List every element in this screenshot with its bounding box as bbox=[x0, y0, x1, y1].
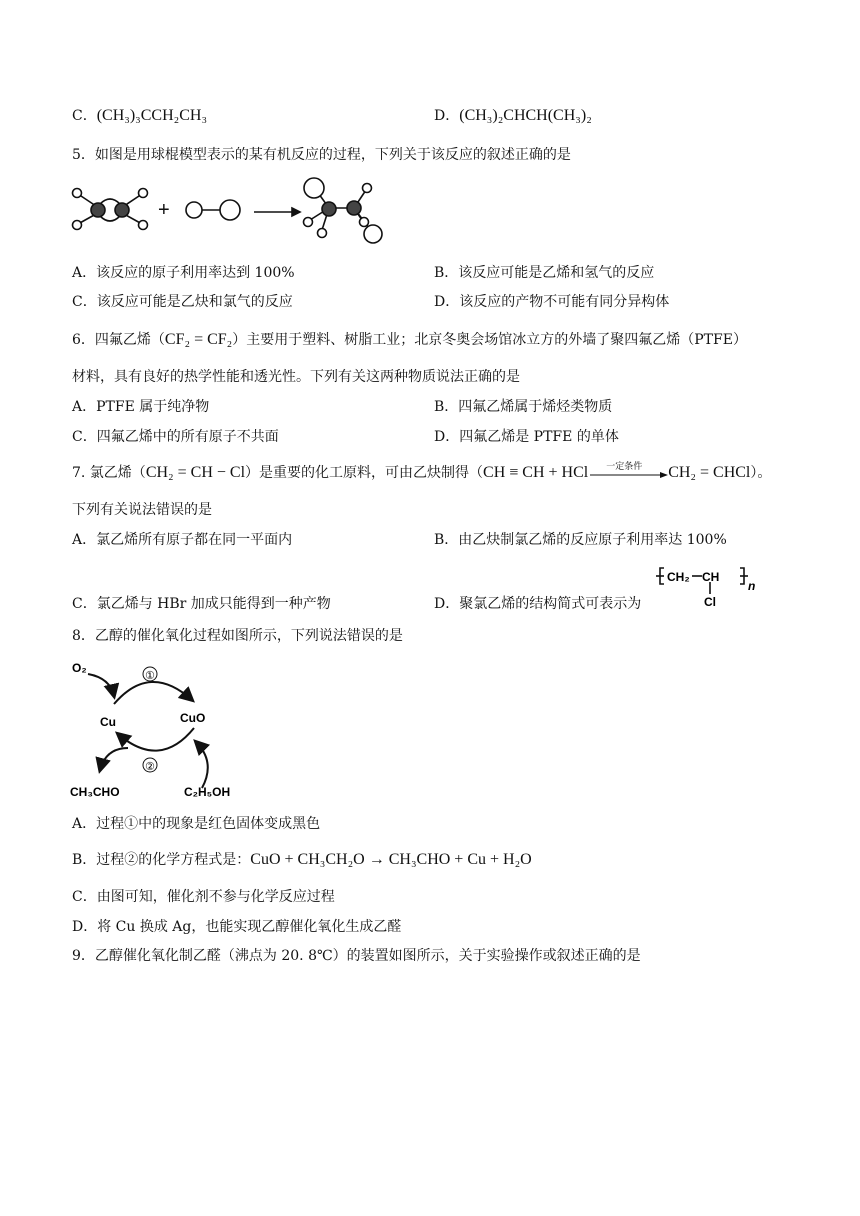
q6-option-c: C．四氟乙烯中的所有原子不共面 bbox=[72, 429, 279, 445]
q6-option-d: D．四氟乙烯是 PTFE 的单体 bbox=[434, 429, 619, 445]
q7-arrow-label: 一定条件 bbox=[606, 462, 643, 472]
q9-stem: 9．乙醇催化氧化制乙醛（沸点为 20. 8℃）的装置如图所示，关于实验操作或叙述正确的是 bbox=[72, 948, 641, 964]
q4-option-d bbox=[434, 106, 592, 126]
q8-option-b-equation: CuO + CH₃CH₂O → CH₃CHO + Cu + H₂O bbox=[250, 851, 532, 868]
product-molecule bbox=[304, 178, 383, 243]
pvc-n: n bbox=[748, 579, 756, 593]
q7-option-b: B．由乙炔制氯乙烯的反应原子利用率达 100% bbox=[434, 532, 727, 548]
diatomic-molecule bbox=[186, 200, 240, 220]
q4-option-c bbox=[72, 106, 207, 126]
q7-option-d: D．聚氯乙烯的结构简式可表示为 bbox=[434, 596, 642, 612]
q7-stem-part1: 7. 氯乙烯（ bbox=[72, 465, 146, 481]
ch3cho-label: CH₃CHO bbox=[70, 785, 120, 799]
pvc-structure-formula bbox=[654, 564, 758, 612]
q7-formula-vinyl-chloride: CH₂ = CH − Cl bbox=[145, 464, 246, 481]
q7-reaction-left: CH ≡ CH + HCl bbox=[483, 464, 589, 481]
q8-option-b bbox=[72, 850, 532, 870]
q7-option-c: C．氯乙烯与 HBr 加成只能得到一种产物 bbox=[72, 596, 331, 612]
q5-option-c: C．该反应可能是乙炔和氯气的反应 bbox=[72, 294, 293, 310]
q6-option-a: A．PTFE 属于纯净物 bbox=[72, 399, 210, 415]
step1-label: ① bbox=[145, 670, 155, 682]
q5-stem: 5．如图是用球棍模型表示的某有机反应的过程，下列关于该反应的叙述正确的是 bbox=[72, 147, 571, 163]
q7-reaction-right: CH₂ = CHCl bbox=[668, 464, 751, 481]
q7-option-a: A．氯乙烯所有原子都在同一平面内 bbox=[72, 532, 293, 548]
o2-label: O₂ bbox=[72, 661, 87, 675]
option-label: D． bbox=[434, 108, 460, 124]
q8-option-a: A．过程①中的现象是红色固体变成黑色 bbox=[72, 816, 321, 832]
q5-option-b: B．该反应可能是乙烯和氢气的反应 bbox=[434, 265, 655, 281]
q4-formula-c: (CH₃)₃CCH₂CH₃ bbox=[96, 107, 208, 124]
plus-sign: + bbox=[158, 199, 170, 221]
q8-option-d: D．将 Cu 换成 Ag，也能实现乙醇催化氧化生成乙醛 bbox=[72, 919, 402, 935]
q7-reaction-arrow bbox=[588, 463, 668, 483]
q6-stem-line2: 材料，具有良好的热学性能和透光性。下列有关这两种物质说法正确的是 bbox=[72, 369, 520, 385]
q8-option-b-prefix: B．过程②的化学方程式是： bbox=[72, 852, 251, 868]
q7-stem-part2: ）是重要的化工原料，可由乙炔制得（ bbox=[245, 465, 484, 481]
q5-option-a: A．该反应的原子利用率达到 100% bbox=[72, 265, 295, 281]
q5-ball-stick-diagram bbox=[70, 176, 390, 248]
q8-option-c: C．由图可知，催化剂不参与化学反应过程 bbox=[72, 889, 335, 905]
q7-stem bbox=[72, 463, 771, 483]
cu-label: Cu bbox=[100, 715, 116, 729]
q7-stem-line2: 下列有关说法错误的是 bbox=[72, 502, 212, 518]
reaction-arrow-icon bbox=[254, 208, 300, 216]
q6-stem bbox=[72, 330, 747, 350]
q8-catalytic-cycle-diagram bbox=[66, 652, 256, 802]
option-label: C． bbox=[72, 108, 97, 124]
pvc-cl: Cl bbox=[704, 595, 716, 609]
q5-option-d: D．该反应的产物不可能有同分异构体 bbox=[434, 294, 670, 310]
pvc-ch: CH bbox=[702, 570, 720, 584]
c2h5oh-label: C₂H₅OH bbox=[184, 785, 231, 799]
cuo-label: CuO bbox=[180, 711, 206, 725]
q6-formula: CF₂ = CF₂ bbox=[164, 331, 233, 348]
long-arrow-icon bbox=[590, 471, 668, 479]
q4-formula-d: (CH₃)₂CHCH(CH₃)₂ bbox=[459, 107, 592, 124]
reactant-molecule bbox=[73, 189, 148, 230]
q6-option-b: B．四氟乙烯属于烯烃类物质 bbox=[434, 399, 613, 415]
step2-label: ② bbox=[145, 761, 155, 773]
q6-stem-part2: ）主要用于塑料、树脂工业；北京冬奥会场馆冰立方的外墙了聚四氟乙烯（PTFE） bbox=[232, 332, 747, 348]
q6-stem-part1: 6．四氟乙烯（ bbox=[72, 332, 165, 348]
pvc-ch2: CH₂ bbox=[667, 570, 690, 584]
q8-stem: 8．乙醇的催化氧化过程如图所示，下列说法错误的是 bbox=[72, 628, 403, 644]
q7-stem-part3: ）。 bbox=[750, 465, 772, 481]
